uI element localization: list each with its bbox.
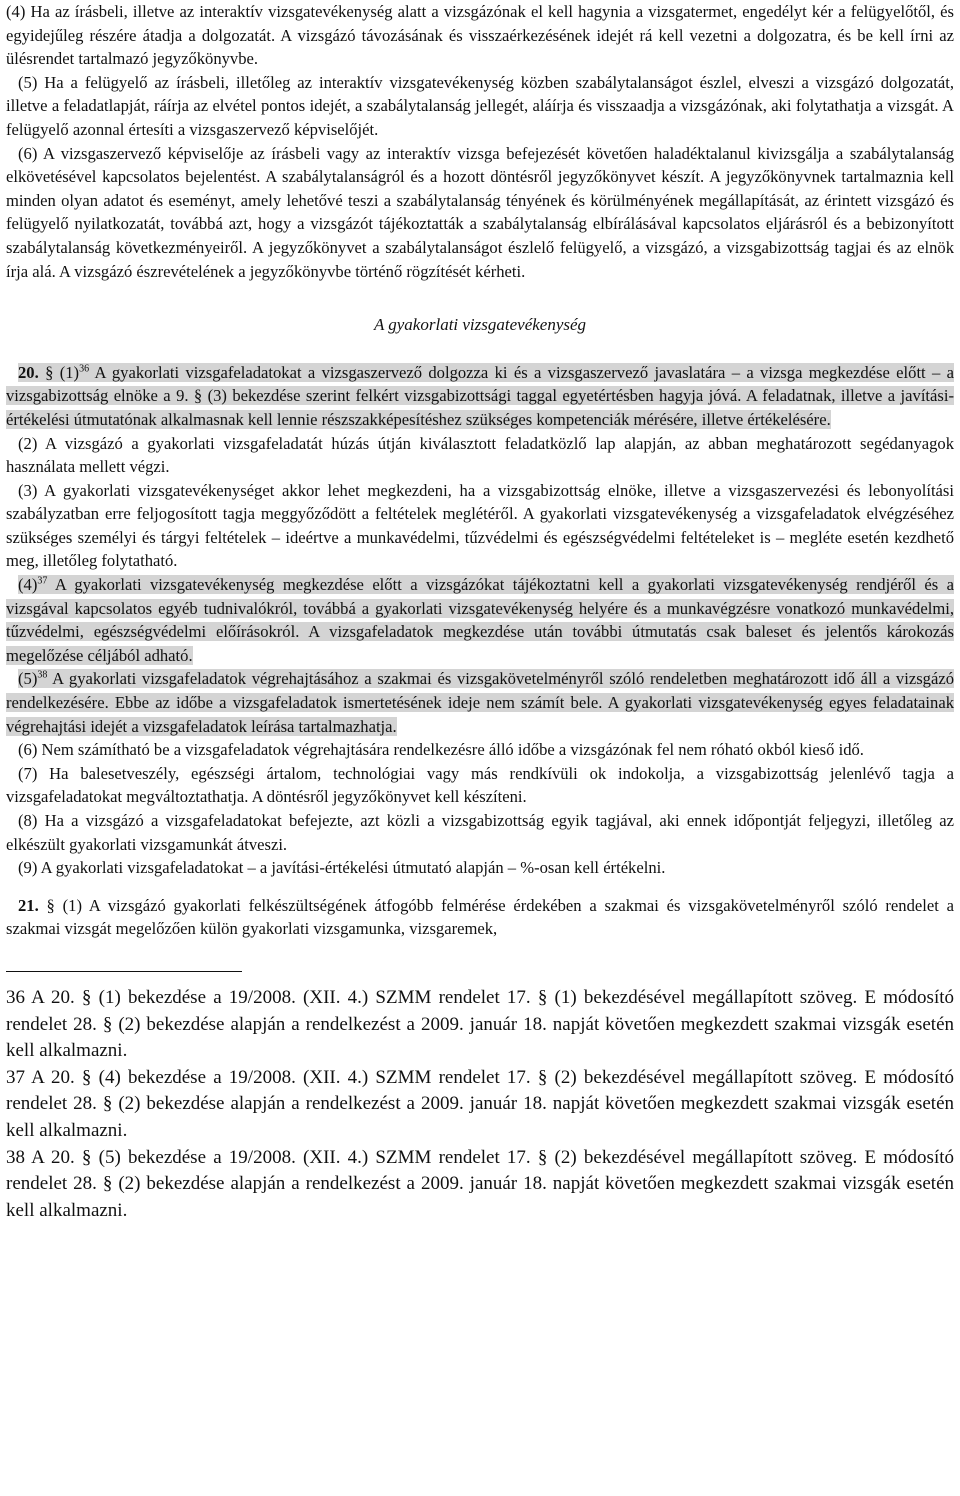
section-20-paragraph-1: 20. § $(1)^{36}$ A gyakorlati vizsgafeladatokat a vizsgaszervező dolgozza ki és a vizsgaszervező javaslatára – a vizsga megkezdése előtt – a vizsgabizottság elnöke a 9. § (3) bekezdése szerint felkért vizsgabizottsági taggal egyetértésben hagyja jóvá. A feladatnak, illetve a javítási-értékelési útmutatónak alkalmasnak kell lennie részszakképesítéshez szükséges kompetenciák mérésére, illetve értékelésére. — [6, 362, 954, 429]
section-21-number: 21. — [18, 895, 39, 915]
paragraph-4: (4) Ha az írásbeli, illetve az interaktív vizsgatevékenység alatt a vizsgázónak el kell hagynia a vizsgatermet, engedélyt kér a felügyelőtől, és egyidejűleg részére átadja a dolgozatát. A vizsgázó távozásának és visszaérkezésének idejét rá kell vezetni a dolgozatra, és be kell írni az ülésrendet tartalmazó jegyzőkönyvbe. — [6, 2, 954, 69]
footnote-38: 38 A 20. § (5) bekezdése a 19/2008. (XII. 4.) SZMM rendelet 17. § (2) bekezdésével megállapított szöveg. E módosító rendelet 28. § (2) bekezdése alapján a rendelkezést a 2009. január 18. napját követően megkezdett szakmai vizsgák esetén kell alkalmazni. — [6, 1146, 954, 1221]
section-21-paragraph-1: 21. § (1) A vizsgázó gyakorlati felkészültségének átfogóbb felmérése érdekében a szakmai és vizsgakövetelményről szóló rendelet a szakmai vizsgát megelőzően külön gyakorlati vizsgamunka, vizsgaremek, — [6, 895, 954, 939]
paragraph-5: (5) Ha a felügyelő az írásbeli, illetőleg az interaktív vizsgatevékenység közben szabálytalanságot észlel, elveszi a vizsgázó dolgozatát, illetve a feladatlapját, ráírja az elvétel pontos idejét, a szabálytalanság jellegét, aláírja és visszaadja a vizsgázónak, aki folytathatja a vizsgát. A felügyelő azonnal értesíti a vizsgaszervező képviselőjét. — [6, 72, 954, 139]
section-20-paragraph-6: (6) Nem számítható be a vizsgafeladatok végrehajtására rendelkezésre álló időbe a vizsgázónak fel nem róható okból kieső idő. — [18, 740, 864, 760]
section-20-paragraph-3: (3) A gyakorlati vizsgatevékenységet akkor lehet megkezdeni, ha a vizsgabizottság elnöke, illetve a vizsgaszervezési és lebonyolítási szabályzatban erre feljogosított tagja meggyőződött a feltételek meglétéről. A gyakorlati vizsgatevékenység a vizsgafeladatok elvégzéséhez szükséges személyi és tárgyi feltételek – ideértve a munkavédelmi, tűzvédelmi és egészségvédelmi feltételeket is – megléte esetén kezdhető meg, illetőleg folytatható. — [6, 480, 954, 571]
section-title: A gyakorlati vizsgatevékenység — [373, 315, 587, 335]
section-20-paragraph-9: (9) A gyakorlati vizsgafeladatokat – a javítási-értékelési útmutató alapján – %-osan kell értékelni. — [18, 858, 666, 878]
footnote-36: 36 A 20. § (1) bekezdése a 19/2008. (XII. 4.) SZMM rendelet 17. § (1) bekezdésével megállapított szöveg. E módosító rendelet 28. § (2) bekezdése alapján a rendelkezést a 2009. január 18. napját követően megkezdett szakmai vizsgák esetén kell alkalmazni. — [6, 986, 954, 1062]
section-20-paragraph-4: $(4)^{37}$ A gyakorlati vizsgatevékenység megkezdése előtt a vizsgázókat tájékoztatni kell a gyakorlati vizsgatevékenység rendjéről és a vizsgával kapcsolatos egyéb tudnivalókról, továbbá a gyakorlati vizsgatevékenység helyére és a munkavégzésre vonatkozó munkavédelmi, tűzvédelmi, egészségvédelmi előírásokról. A vizsgafeladatok megkezdése után további útmutatás csak baleset és jelentős károkozás megelőzése céljából adható. — [6, 575, 954, 665]
section-20-paragraph-2: (2) A vizsgázó a gyakorlati vizsgafeladatát húzás útján kiválasztott feladatközlő lap alapján, az abban meghatározott segédanyagok használata mellett végzi. — [6, 433, 954, 477]
section-20-number: 20. — [18, 362, 39, 382]
footnote-37: 37 A 20. § (4) bekezdése a 19/2008. (XII. 4.) SZMM rendelet 17. § (2) bekezdésével megállapított szöveg. E módosító rendelet 28. § (2) bekezdése alapján a rendelkezést a 2009. január 18. napját követően megkezdett szakmai vizsgák esetén kell alkalmazni. — [6, 1066, 954, 1141]
footnote-ref-38[interactable]: 38 — [37, 669, 48, 681]
footnote-ref-36[interactable]: 36 — [79, 363, 90, 375]
section-20-paragraph-8: (8) Ha a vizsgázó a vizsgafeladatokat befejezte, azt közli a vizsgabizottság egyik tagjával, aki ennek időpontját feljegyzi, illetőleg az elkészült gyakorlati vizsgamunkát átveszi. — [6, 811, 954, 854]
footnote-ref-37[interactable]: 37 — [37, 575, 48, 587]
section-20-paragraph-5: $(5)^{38}$ A gyakorlati vizsgafeladatok végrehajtásához a szakmai és vizsgakövetelményről szóló rendeletben meghatározott idő áll a vizsgázó rendelkezésére. Ebbe az időbe a vizsgafeladatok ismertetésének ideje nem számít bele. A gyakorlati vizsgatevékenység egyes feladatainak végrehajtási idejét a vizsgafeladatok leírása tartalmazhatja. — [6, 669, 954, 736]
section-20-paragraph-7: (7) Ha balesetveszély, egészségi ártalom, technológiai vagy más rendkívüli ok indokolja, a vizsgabizottság jelenlévő tagja a vizsgafeladatokat megváltoztathatja. A döntésről jegyzőkönyvet kell készíteni. — [6, 763, 954, 807]
paragraph-6: (6) A vizsgaszervező képviselője az írásbeli vagy az interaktív vizsga befejezését követően haladéktalanul kivizsgálja a szabálytalanság elkövetésével kapcsolatos bejelentést. A szabálytalanságról és a hozott döntésről jegyzőkönyvet készít. A jegyzőkönyvnek tartalmaznia kell minden olyan adatot és eseményt, amely lehetővé teszi a szabálytalanság tényének és körülményének megállapítását, az érintett vizsgázó és felügyelő nyilatkozatát, továbbá azt, hogy a vizsgázót tájékoztatták a szabálytalanság elbírálásával kapcsolatos eljárásról és a bebizonyított szabálytalanság következményeiről. A jegyzőkönyvet a szabálytalanságot észlelő felügyelő, a vizsgázó, a vizsgabizottság tagjai és az elnök írja alá. A vizsgázó észrevételének a jegyzőkönyvbe történő rögzítését kérheti. — [6, 143, 954, 281]
